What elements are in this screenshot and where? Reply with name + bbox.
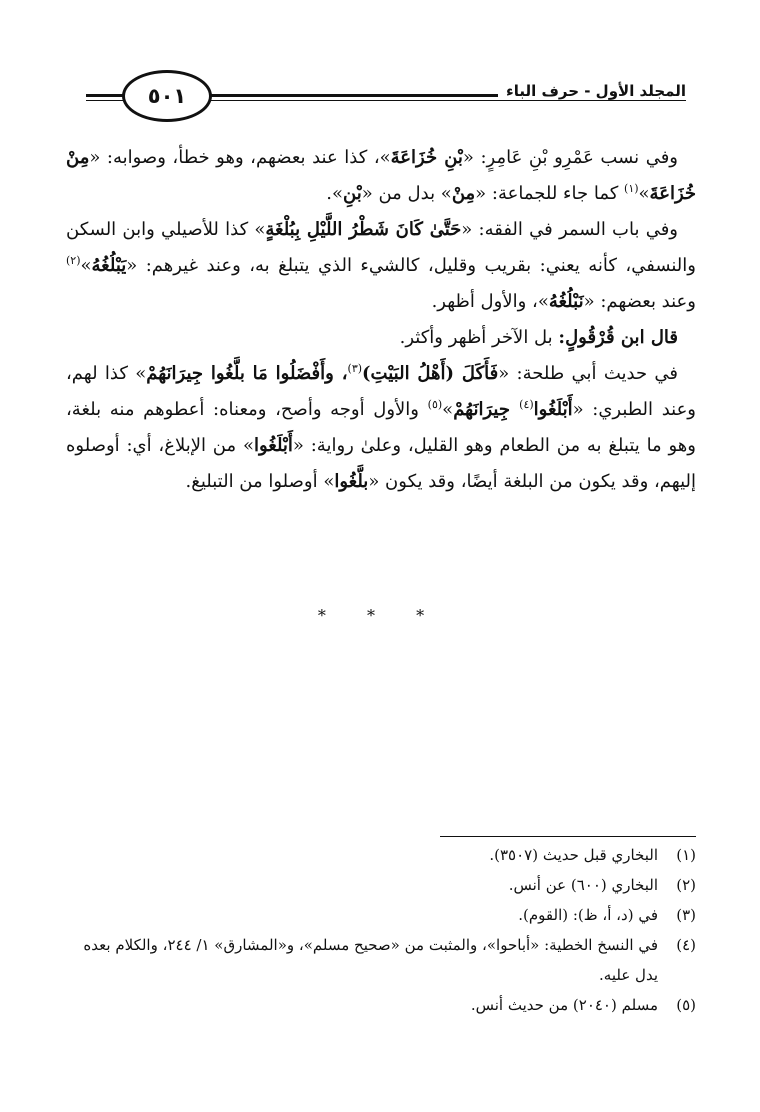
- section-separator: * * *: [317, 606, 443, 625]
- text-run: كما جاء للجماعة: «: [475, 183, 625, 204]
- text-run: » من الإبلاغ، أي: أوصلوه إليهم، وقد يكون من البلغة أيضًا، وقد يكون «: [66, 435, 696, 492]
- page-number: ٥٠١: [122, 70, 212, 122]
- quoted-term: بْنِ: [343, 183, 362, 204]
- text-run: » كذا لهم، وعند الطبري: «: [66, 363, 697, 420]
- footnote-ref: (٢): [66, 254, 81, 267]
- footnote-text: في (د، أ، ظ): (القوم).: [518, 906, 658, 924]
- footnote-text: البخاري قبل حديث (٣٥٠٧).: [489, 846, 658, 864]
- quoted-term: فَأَكَلَ (أَهْلُ البَيْتِ): [362, 363, 499, 384]
- footnote-2: [66, 870, 696, 900]
- paragraph-4: [66, 356, 696, 500]
- text-run: وفي نسب عَمْرِو بْنِ عَامِرٍ: «: [462, 147, 678, 168]
- quoted-term: نَبْلُغُهُ: [548, 291, 584, 312]
- footnote-number: (٤): [676, 936, 696, 954]
- paragraph-3: [66, 320, 696, 356]
- footnote-4: [66, 930, 696, 990]
- running-header: [86, 68, 686, 128]
- paragraph-2: [66, 212, 696, 320]
- main-text: [66, 140, 696, 500]
- paragraph-1: [66, 140, 696, 212]
- footnote-ref: (١): [624, 182, 639, 195]
- text-run: » بدل من «: [361, 183, 452, 204]
- text-run: »: [442, 399, 454, 420]
- text-run: وفي باب السمر في الفقه: «: [461, 219, 678, 240]
- speaker-label: قال ابن قُرْقُولٍ:: [558, 327, 678, 348]
- quoted-term: ، وأَفْضَلُوا مَا بلَّغُوا جِيرَانَهُمْ: [146, 363, 348, 384]
- header-title: المجلد الأول - حرف الباء: [498, 82, 686, 100]
- quoted-term: أَبْلَغُوا: [253, 435, 293, 456]
- text-run: » أوصلوا من التبليغ.: [185, 471, 335, 492]
- footnote-ref: (٣): [347, 362, 363, 375]
- quoted-term: أَبْلَغُوا: [533, 399, 573, 420]
- text-run: والأول أوجه وأصح، ومعناه: أعطوهم منه بلغة، وهو ما يتبلغ به من الطعام وهو القليل، وعلىٰ رواية: «: [66, 399, 696, 456]
- footnote-5: [66, 990, 696, 1020]
- text-run: » كذا للأصيلي وابن السكن والنسفي، كأنه يعني: بقريب وقليل، كالشيء الذي يتبلغ به، وعند غيرهم: «: [66, 219, 696, 276]
- text-run: »، كذا عند بعضهم، وهو خطأ، وصوابه: «: [89, 147, 391, 168]
- footnote-number: (٥): [676, 996, 696, 1014]
- text-run: وعند بعضهم: «: [583, 291, 696, 312]
- footnotes: [66, 840, 696, 1020]
- footnote-3: [66, 900, 696, 930]
- text-run: »: [80, 255, 92, 276]
- text-run: »: [638, 183, 650, 204]
- quoted-term: جِيرَانَهُمْ: [453, 399, 520, 420]
- quoted-term: يَبْلُغُهُ: [91, 255, 127, 276]
- footnote-1: [66, 840, 696, 870]
- footnote-text: في النسخ الخطية: «أباحوا»، والمثبت من «صحيح مسلم»، و«المشارق» ١/ ٢٤٤، والكلام بعده يدل عليه.: [83, 936, 658, 984]
- footnote-rule: [440, 836, 696, 837]
- footnote-number: (١): [676, 846, 696, 864]
- quoted-term: بلَّغُوا: [334, 471, 369, 492]
- footnote-text: البخاري (٦٠٠) عن أنس.: [508, 876, 658, 894]
- quoted-term: بْنِ خُزَاعَةَ: [390, 147, 463, 168]
- text-run: »، والأول أظهر.: [431, 291, 549, 312]
- text-run: ».: [326, 183, 344, 204]
- quoted-term: مِنْ: [451, 183, 476, 204]
- footnote-ref: (٤): [519, 398, 534, 411]
- footnote-number: (٣): [676, 906, 696, 924]
- quoted-term: حَتَّىٰ كَانَ شَطْرُ اللَّيْلِ بِبُلْغَةٍ: [265, 219, 462, 240]
- footnote-text: مسلم (٢٠٤٠) من حديث أنس.: [470, 996, 658, 1014]
- footnote-ref: (٥): [427, 398, 443, 411]
- quoted-term: مِنْ خُزَاعَةَ: [66, 147, 696, 204]
- text-run: في حديث أبي طلحة: «: [498, 363, 679, 384]
- footnote-number: (٢): [676, 876, 696, 894]
- text-run: بل الآخر أظهر وأكثر.: [399, 327, 559, 348]
